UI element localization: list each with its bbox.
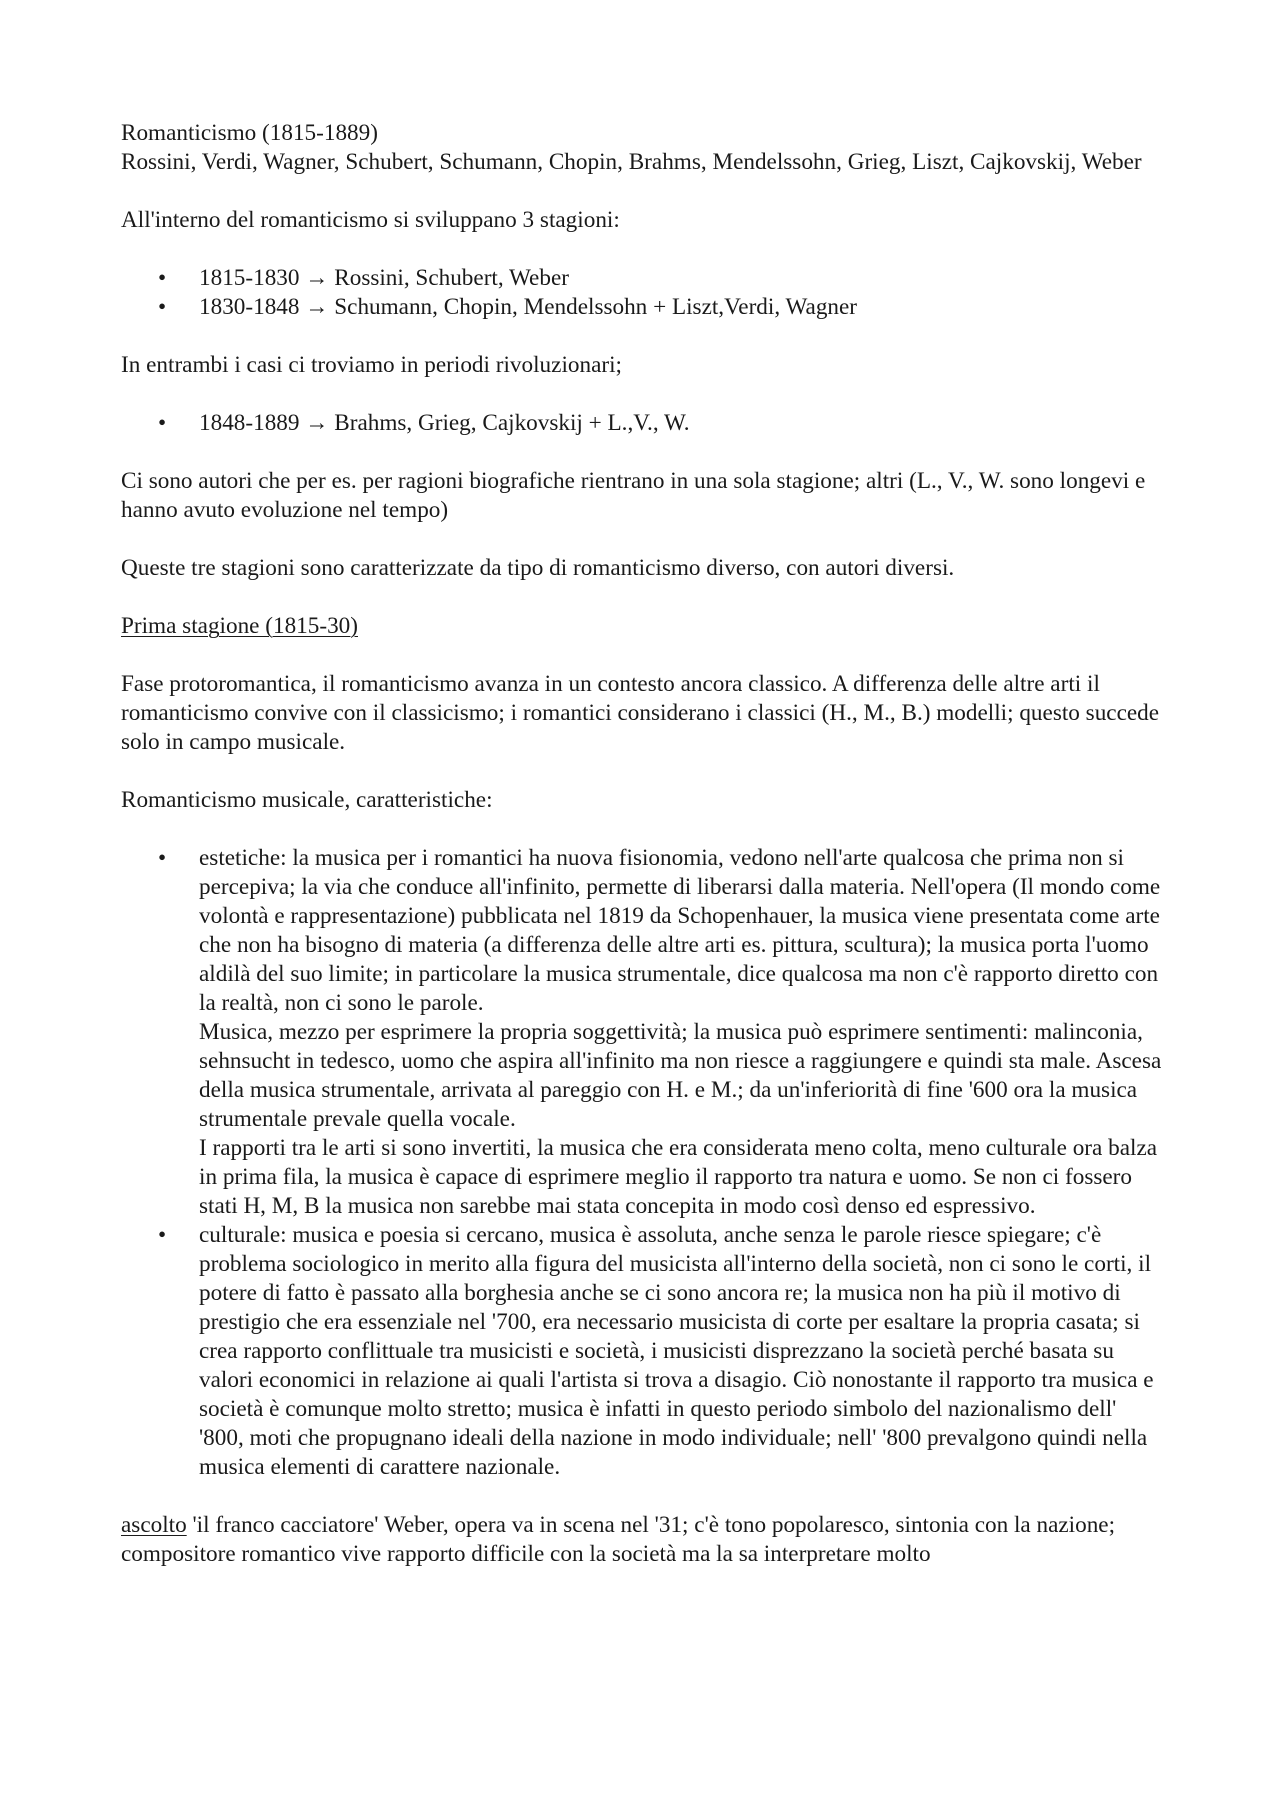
document-body [121, 119, 1166, 1569]
listening-label: ascolto [121, 1512, 187, 1538]
feature-paragraph: culturale: musica e poesia si cercano, musica è assoluta, anche senza le parole riesce spiegare; c'è problema sociologico in merito alla figura del musicista all'interno della società, non ci sono le corti, il potere di fatto è passato alla borghesia anche se ci sono ancora re; la musica non ha più il motivo di prestigio che era essenziale nel '700, era necessario musicista di corte per esaltare la propria casata; si crea rapporto conflittuale tra musicisti e società, i musicisti disprezzano la società perché basata su valori economici in relazione ai quali l'artista si trova a disagio. Ciò nonostante il rapporto tra musica e società è comunque molto stretto; musica è infatti in questo periodo simbolo del nazionalismo dell' '800, moti che propugnano ideali della nazione in modo individuale; nell' '800 prevalgono quindi nella musica elementi di carattere nazionale. [199, 1222, 1154, 1480]
feature-paragraph: Musica, mezzo per esprimere la propria soggettività; la musica può esprimere sentimenti: malinconia, sehnsucht in tedesco, uomo che aspira all'infinito ma non riesce a raggiungere e quindi sta male. Ascesa della musica strumentale, arrivata al pareggio con H. e M.; da un'inferiorità di fine '600 ora la musica strumentale prevale quella vocale. [199, 1019, 1162, 1132]
revolution-note: In entrambi i casi ci troviamo in periodi rivoluzionari; [121, 352, 622, 378]
features-heading: Romanticismo musicale, caratteristiche: [121, 787, 493, 813]
listening-text: 'il franco cacciatore' Weber, opera va in scena nel '31; c'è tono popolaresco, sintonia con la nazione; compositore romantico vive rapporto difficile con la società ma la sa interpretare molto [121, 1512, 1116, 1567]
seasons-list-a [121, 264, 1166, 322]
bullet-icon: • [158, 410, 167, 436]
section-heading [121, 612, 1166, 641]
bullet-icon: • [158, 1222, 167, 1248]
listening-paragraph [121, 1511, 1166, 1569]
list-item [121, 844, 1166, 1221]
bullet-icon: • [158, 294, 167, 320]
composers-list: Rossini, Verdi, Wagner, Schubert, Schumann, Chopin, Brahms, Mendelssohn, Grieg, Liszt, Cajkovskij, Weber [121, 149, 1142, 175]
first-season-heading: Prima stagione (1815-30) [121, 613, 358, 639]
feature-paragraph: estetiche: la musica per i romantici ha nuova fisionomia, vedono nell'arte qualcosa che prima non si percepiva; la via che conduce all'infinito, permette di liberarsi dalla materia. Nell'opera (Il mondo come volontà e rappresentazione) pubblicata nel 1819 da Schopenhauer, la musica viene presentata come arte che non ha bisogno di materia (a differenza delle altre arti es. pittura, scultura); la musica porta l'uomo aldilà del suo limite; in particolare la musica strumentale, dice qualcosa ma non c'è rapporto diretto con la realtà, non ci sono le parole. [199, 845, 1161, 1016]
first-season-text: Fase protoromantica, il romanticismo avanza in un contesto ancora classico. A differenza delle altre arti il romanticismo convive con il classicismo; i romantici considerano i classici (H., M., B.) modelli; questo succede solo in campo musicale. [121, 671, 1160, 755]
list-item-text: 1830-1848 → Schumann, Chopin, Mendelssohn + Liszt,Verdi, Wagner [199, 294, 858, 320]
seasons-note: Queste tre stagioni sono caratterizzate da tipo di romanticismo diverso, con autori diversi. [121, 555, 955, 581]
list-item [121, 264, 1166, 293]
bullet-icon: • [158, 845, 167, 871]
authors-note: Ci sono autori che per es. per ragioni biografiche rientrano in una sola stagione; altri (L., V., W. sono longevi e hanno avuto evoluzione nel tempo) [121, 468, 1146, 523]
list-item [121, 409, 1166, 438]
bullet-icon: • [158, 265, 167, 291]
seasons-intro: All'interno del romanticismo si sviluppano 3 stagioni: [121, 207, 620, 233]
features-list [121, 844, 1166, 1482]
feature-paragraph: I rapporti tra le arti si sono invertiti, la musica che era considerata meno colta, meno culturale ora balza in prima fila, la musica è capace di esprimere meglio il rapporto tra natura e uomo. Se non ci fossero stati H, M, B la musica non sarebbe mai stata concepita in modo così denso ed espressivo. [199, 1135, 1158, 1219]
list-item-text: 1848-1889 → Brahms, Grieg, Cajkovskij + L.,V., W. [199, 410, 690, 436]
document-title: Romanticismo (1815-1889) [121, 120, 378, 146]
list-item [121, 1221, 1166, 1482]
list-item-text: 1815-1830 → Rossini, Schubert, Weber [199, 265, 569, 291]
list-item [121, 293, 1166, 322]
seasons-list-b [121, 409, 1166, 438]
